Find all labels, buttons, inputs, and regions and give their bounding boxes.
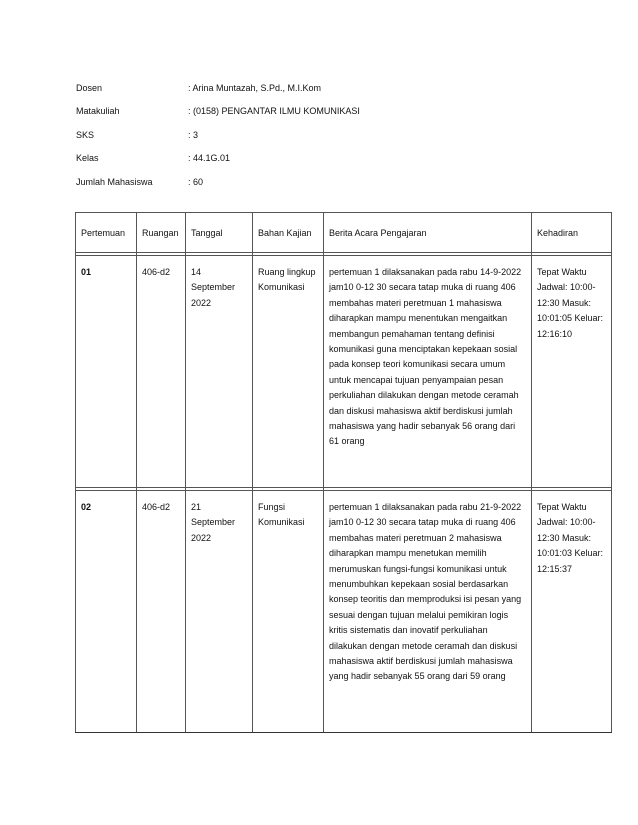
cell-kehadiran: Tepat Waktu Jadwal: 10:00-12:30 Masuk: 10:01:05 Keluar: 12:16:10 (532, 256, 612, 488)
cell-ruangan: 406-d2 (137, 256, 186, 488)
table-row (76, 256, 612, 488)
course-info (76, 76, 360, 194)
info-row-sks (76, 123, 360, 147)
matakuliah-value: : (0158) PENGANTAR ILMU KOMUNIKASI (188, 106, 360, 117)
header-berita-acara: Berita Acara Pengajaran (324, 213, 532, 253)
jumlah-label: Jumlah Mahasiswa (76, 176, 153, 187)
header-ruangan: Ruangan (137, 213, 186, 253)
dosen-label: Dosen (76, 82, 103, 93)
kelas-value: : 44.1G.01 (188, 153, 231, 164)
header-pertemuan: Pertemuan (76, 213, 137, 253)
cell-pertemuan: 02 (76, 491, 137, 733)
header-kehadiran: Kehadiran (532, 213, 612, 253)
table-header-row (76, 213, 612, 253)
cell-tanggal: 21 September 2022 (186, 491, 253, 733)
jumlah-value: : 60 (188, 176, 204, 187)
cell-berita-acara: pertemuan 1 dilaksanakan pada rabu 14-9-2022 jam10 0-12 30 secara tatap muka di ruang 406 membahas materi peretmuan 1 mahasiswa diharapkan mampu menentukan mengaitkan membangun pemahaman tentang definisi komunikasi guna menciptakan kepekaan sosial pada konsep teori komunikasi secara umum untuk mencapai tujuan penyampaian pesan perkuliahan dilakukan dengan metode ceramah dan diskusi mahasiswa aktif berdiskusi jumlah mahasiswa yang hadir sebanyak 56 orang dari 61 orang (324, 256, 532, 488)
cell-bahan-kajian: Fungsi Komunikasi (253, 491, 324, 733)
kelas-label: Kelas (76, 153, 99, 164)
sks-label: SKS (76, 129, 95, 140)
cell-berita-acara: pertemuan 1 dilaksanakan pada rabu 21-9-2022 jam10 0-12 30 secara tatap muka di ruang 406 membahas materi peretmuan 2 mahasiswa diharapkan mampu menetukan memilih merumuskan fungsi-fungsi komunikasi untuk menumbuhkan kepekaan sosial berdasarkan konsep teoritis dan memproduksi isi pesan yang sesuai dengan tujuan melalui pemikiran logis kritis sistematis dan inovatif perkuliahan dilakukan dengan metode ceramah dan diskusi mahasiswa aktif berdiskusi jumlah mahasiswa yang hadir sebanyak 55 orang dari 59 orang (324, 491, 532, 733)
info-row-matakuliah (76, 100, 360, 124)
dosen-value: : Arina Muntazah, S.Pd., M.I.Kom (188, 82, 322, 93)
cell-ruangan: 406-d2 (137, 491, 186, 733)
header-bahan-kajian: Bahan Kajian (253, 213, 324, 253)
table-row (76, 491, 612, 733)
matakuliah-label: Matakuliah (76, 106, 120, 117)
cell-bahan-kajian: Ruang lingkup Komunikasi (253, 256, 324, 488)
info-row-jumlah (76, 170, 360, 194)
info-row-kelas (76, 147, 360, 171)
cell-kehadiran: Tepat Waktu Jadwal: 10:00-12:30 Masuk: 10:01:03 Keluar: 12:15:37 (532, 491, 612, 733)
cell-pertemuan: 01 (76, 256, 137, 488)
teaching-record-table (75, 212, 612, 733)
info-row-dosen (76, 76, 360, 100)
cell-tanggal: 14 September 2022 (186, 256, 253, 488)
header-tanggal: Tanggal (186, 213, 253, 253)
sks-value: : 3 (188, 129, 199, 140)
